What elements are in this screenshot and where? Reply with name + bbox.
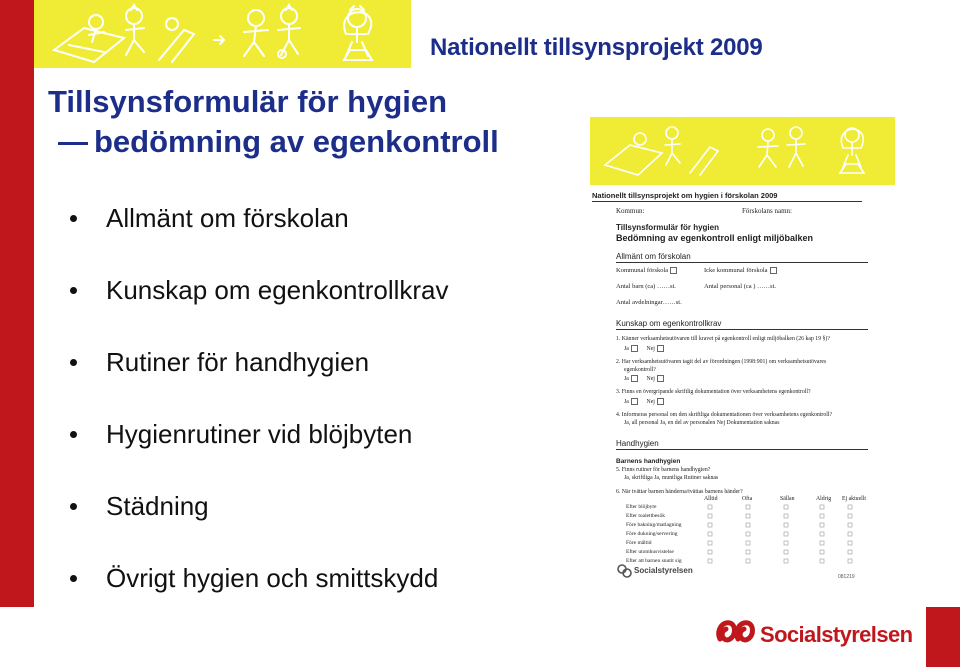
project-title: Nationellt tillsynsprojekt 2009 — [430, 34, 763, 61]
page-title: Tillsynsformulär för hygien — [48, 84, 448, 119]
socialstyrelsen-logo-text: Socialstyrelsen — [760, 622, 913, 647]
list-item — [70, 486, 449, 558]
document-title-2: Bedömning av egenkontroll enligt miljöbalken — [616, 233, 814, 243]
checkbox — [631, 398, 638, 405]
kommun-label: Kommun: — [616, 207, 645, 215]
document-header-rule — [592, 201, 862, 202]
no-label: Nej — [646, 398, 655, 405]
list-item — [70, 414, 449, 486]
yes-label: Ja — [624, 375, 629, 382]
section-knowledge: Kunskap om egenkontrollkrav — [616, 319, 722, 328]
form-document-thumbnail — [590, 117, 900, 590]
document-header: Nationellt tillsynsprojekt om hygien i förskolan 2009 — [592, 191, 778, 200]
checkbox — [657, 345, 664, 352]
yes-label: Ja — [624, 398, 629, 405]
question-5-options: Ja, skriftliga Ja, muntliga Rutiner saknas — [624, 475, 719, 481]
answer-row — [624, 345, 664, 352]
section-rule — [616, 262, 868, 263]
list-item — [70, 198, 449, 270]
children-drawing-illustration — [34, 0, 411, 68]
bullet-icon — [70, 575, 77, 582]
checkbox — [770, 267, 777, 274]
col-header: Alltid — [704, 496, 718, 502]
left-accent-bar — [0, 0, 34, 607]
kommunal-option — [616, 267, 677, 274]
no-label: Nej — [646, 345, 655, 352]
list-item-label: Rutiner för handhygien — [106, 347, 370, 377]
bullet-icon — [70, 215, 77, 222]
question-6: 6. När tvättar barnen händerna/tvättas barnens händer? — [616, 489, 743, 495]
col-header: Ofta — [742, 496, 753, 502]
children-drawing-banner — [34, 0, 411, 68]
list-item — [70, 342, 449, 414]
list-item-label: Övrigt hygien och smittskydd — [106, 563, 439, 593]
question-2: 2. Har verksamhetsutövaren tagit del av förordningen (1998:901) om verksamhetsutövares — [616, 359, 827, 365]
no-label: Nej — [646, 375, 655, 382]
answer-row — [624, 375, 664, 382]
list-item-label: Städning — [106, 491, 209, 521]
checkbox — [631, 375, 638, 382]
kommunal-label: Kommunal förskola — [616, 267, 669, 274]
document-code: 081219 — [838, 574, 855, 580]
col-header: Aldrig — [816, 496, 832, 502]
table-row-label: Före måltid — [626, 540, 652, 546]
table-row-label: Efter utomhusvistelse — [626, 549, 674, 555]
document-banner — [590, 117, 895, 185]
question-1: 1. Känner verksamhetsutövaren till kravet på egenkontroll enligt miljöbalken (26 kap 19 §)? — [616, 336, 830, 342]
question-2-cont: egenkontroll? — [624, 367, 656, 373]
subtitle-dash — [58, 142, 88, 145]
bullet-list — [70, 198, 449, 630]
yes-label: Ja — [624, 345, 629, 352]
icke-kommunal-option — [704, 267, 777, 274]
antal-barn: Antal barn (ca) ……st. — [616, 283, 676, 290]
table-row-label: Före dukning/servering — [626, 531, 678, 537]
forskola-label: Förskolans namn: — [742, 207, 792, 215]
bottom-right-accent-bar — [926, 607, 960, 667]
answer-row — [624, 398, 664, 405]
subsection-children: Barnens handhygien — [616, 458, 681, 465]
checkbox — [657, 398, 664, 405]
socialstyrelsen-small-logo-icon — [616, 563, 634, 579]
checkbox — [657, 375, 664, 382]
table-row-label: Efter att barnen snutit sig — [626, 558, 682, 564]
question-3: 3. Finns en övergripande skriftlig dokumentation över verksamhetens egenkontroll? — [616, 389, 811, 395]
bullet-icon — [70, 287, 77, 294]
checkbox — [670, 267, 677, 274]
question-5: 5. Finns rutiner för barnens handhygien? — [616, 467, 711, 473]
antal-avdelningar: Antal avdelningar……st. — [616, 299, 682, 306]
col-header: Ej aktuellt — [842, 496, 866, 502]
list-item — [70, 270, 449, 342]
document-title-1: Tillsynsformulär för hygien — [616, 223, 719, 232]
list-item-label: Allmänt om förskolan — [106, 203, 349, 233]
socialstyrelsen-small-logo-text: Socialstyrelsen — [634, 566, 693, 575]
table-row-label: Före bakning/matlagning — [626, 522, 682, 528]
page-subtitle-text: bedömning av egenkontroll — [94, 124, 499, 159]
section-rule — [616, 449, 868, 450]
children-drawing-illustration — [590, 117, 895, 185]
checkbox-grid — [702, 503, 862, 569]
section-hand-hygiene: Handhygien — [616, 439, 659, 448]
list-item-label: Hygienrutiner vid blöjbyten — [106, 419, 413, 449]
section-rule — [616, 329, 868, 330]
socialstyrelsen-logo-icon — [714, 611, 758, 651]
list-item — [70, 558, 449, 630]
bullet-icon — [70, 431, 77, 438]
bullet-icon — [70, 359, 77, 366]
icke-kommunal-label: Icke kommunal förskola — [704, 267, 768, 274]
table-row-label: Efter blöjbyte — [626, 504, 657, 510]
list-item-label: Kunskap om egenkontrollkrav — [106, 275, 449, 305]
page-subtitle — [48, 124, 499, 160]
table-row-label: Efter toalettbesök — [626, 513, 665, 519]
col-header: Sällan — [780, 496, 795, 502]
bullet-icon — [70, 503, 77, 510]
antal-personal: Antal personal (ca ) ……st. — [704, 283, 777, 290]
section-general: Allmänt om förskolan — [616, 252, 691, 261]
question-4: 4. Informeras personal om den skriftliga dokumentationen över verksamhetens egenkontroll? — [616, 412, 833, 418]
question-4-options: Ja, all personal Ja, en del av personalen Nej Dokumentation saknas — [624, 420, 780, 426]
checkbox — [631, 345, 638, 352]
